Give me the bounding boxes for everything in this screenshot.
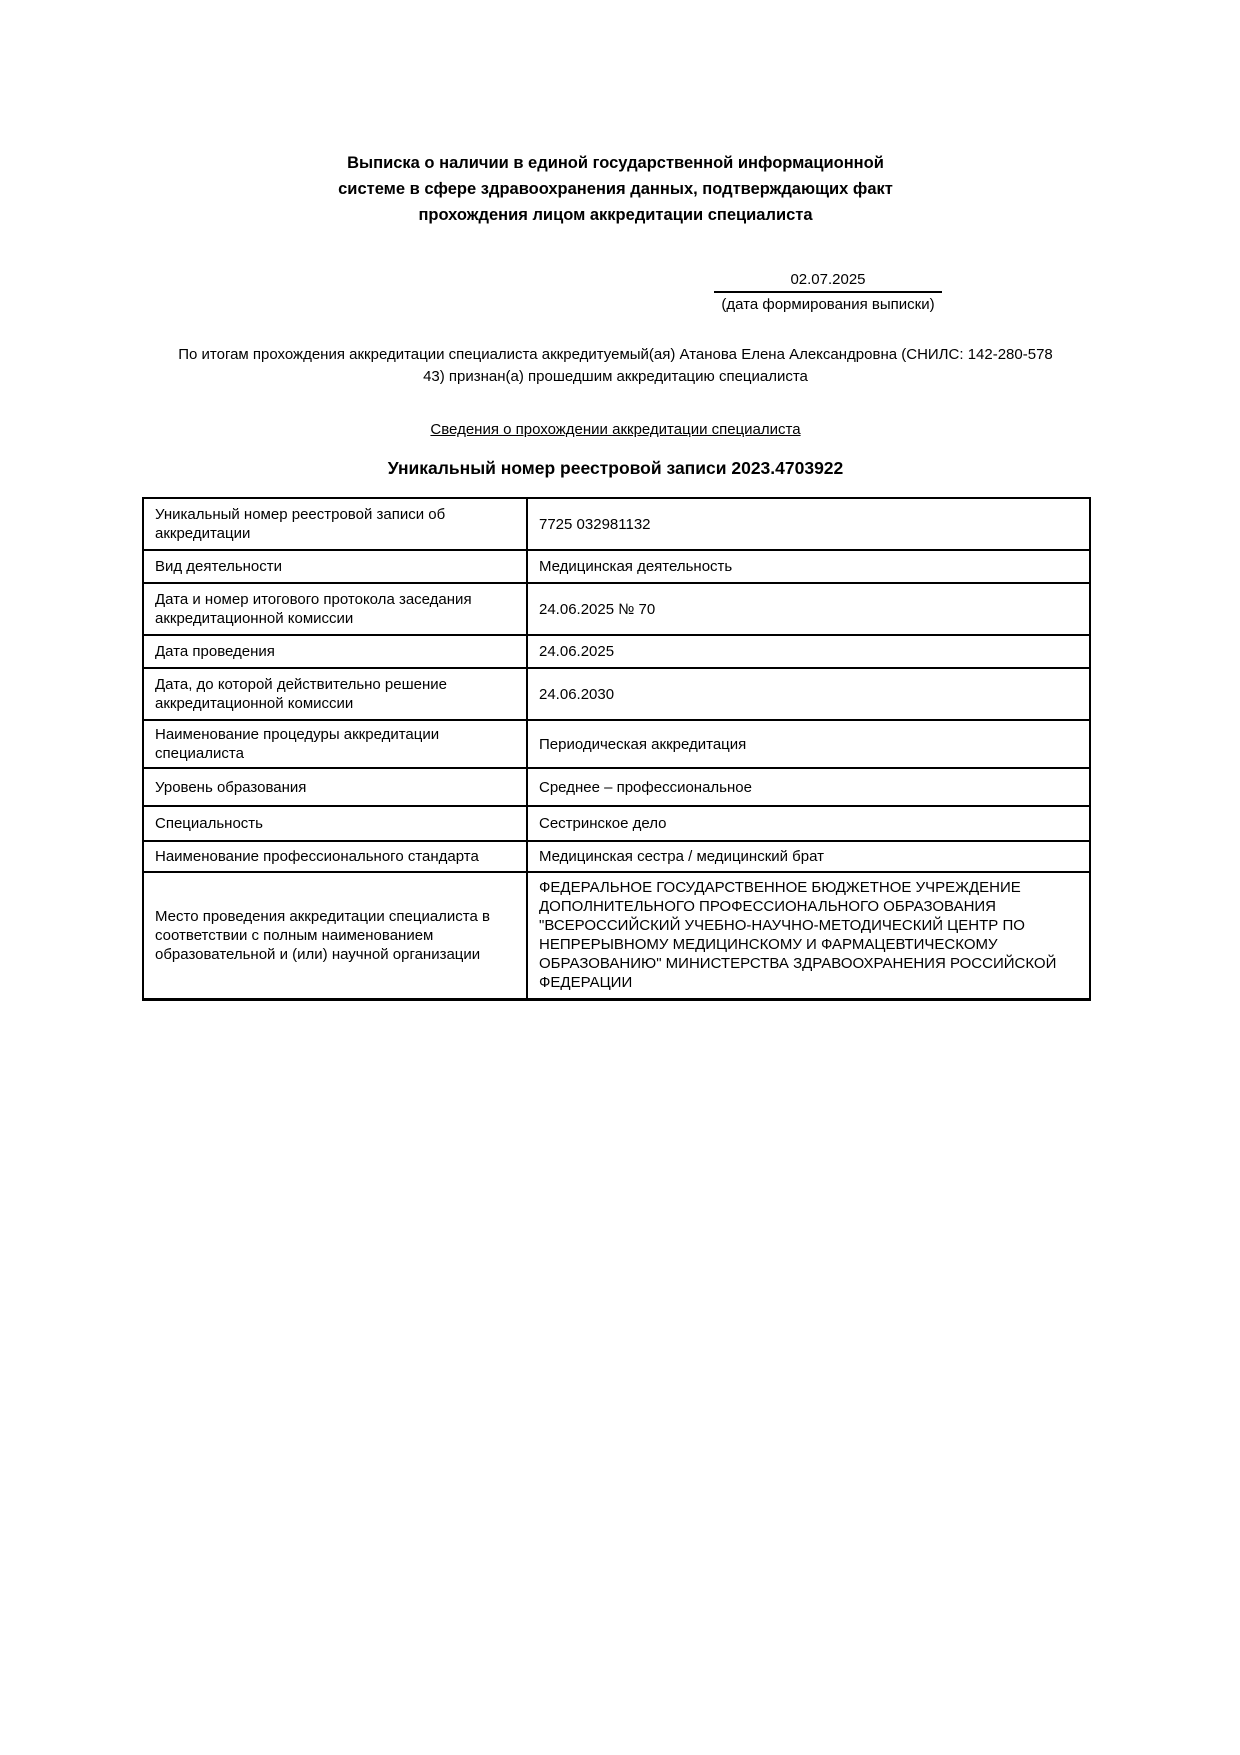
registry-number-heading: Уникальный номер реестровой записи 2023.4703922 [387, 458, 844, 478]
intro-line: 43) признан(а) прошедшим аккредитацию специалиста [423, 368, 808, 385]
row-label: Вид деятельности [143, 550, 527, 583]
row-label: Место проведения аккредитации специалиста в соответствии с полным наименованием образовательной и (или) научной организации [143, 872, 527, 999]
row-label: Наименование процедуры аккредитации специалиста [143, 720, 527, 768]
accreditation-table [142, 497, 1091, 1001]
table-row [143, 583, 1090, 635]
row-value: 24.06.2025 [527, 635, 1090, 668]
row-label: Дата, до которой действительно решение аккредитационной комиссии [143, 668, 527, 720]
table-row [143, 498, 1090, 550]
table-row [143, 872, 1090, 999]
row-label: Уровень образования [143, 768, 527, 806]
intro-paragraph [142, 344, 1089, 388]
row-label: Специальность [143, 806, 527, 841]
row-value: Сестринское дело [527, 806, 1090, 841]
table-row [143, 806, 1090, 841]
row-value: Медицинская деятельность [527, 550, 1090, 583]
row-value: Среднее – профессиональное [527, 768, 1090, 806]
table-row [143, 720, 1090, 768]
row-value: 7725 032981132 [527, 498, 1090, 550]
section-heading: Сведения о прохождении аккредитации специалиста [430, 421, 801, 438]
intro-line: По итогам прохождения аккредитации специалиста аккредитуемый(ая) Атанова Елена Александровна (СНИЛС: 142-280-578 [178, 346, 1053, 363]
table-row [143, 668, 1090, 720]
row-value: 24.06.2030 [527, 668, 1090, 720]
document-title-line: Выписка о наличии в единой государственной информационной [347, 154, 884, 172]
formation-date: 02.07.2025 [714, 271, 942, 293]
row-label: Дата проведения [143, 635, 527, 668]
table-row [143, 635, 1090, 668]
formation-date-caption: (дата формирования выписки) [721, 296, 935, 313]
row-value: 24.06.2025 № 70 [527, 583, 1090, 635]
row-label: Уникальный номер реестровой записи об аккредитации [143, 498, 527, 550]
row-value: Периодическая аккредитация [527, 720, 1090, 768]
document-title-line: системе в сфере здравоохранения данных, подтверждающих факт [338, 180, 893, 198]
row-value: Медицинская сестра / медицинский брат [527, 841, 1090, 872]
accreditation-table-body [143, 498, 1090, 999]
document-title [142, 150, 1089, 228]
table-row [143, 550, 1090, 583]
row-label: Наименование профессионального стандарта [143, 841, 527, 872]
table-row [143, 841, 1090, 872]
row-value: ФЕДЕРАЛЬНОЕ ГОСУДАРСТВЕННОЕ БЮДЖЕТНОЕ УЧРЕЖДЕНИЕ ДОПОЛНИТЕЛЬНОГО ПРОФЕССИОНАЛЬНОГО ОБРАЗОВАНИЯ "ВСЕРОССИЙСКИЙ УЧЕБНО-НАУЧНО-МЕТОДИЧЕСКИЙ ЦЕНТР ПО НЕПРЕРЫВНОМУ МЕДИЦИНСКОМУ И ФАРМАЦЕВТИЧЕСКОМУ ОБРАЗОВАНИЮ" МИНИСТЕРСТВА ЗДРАВООХРАНЕНИЯ РОССИЙСКОЙ ФЕДЕРАЦИИ [527, 872, 1090, 999]
row-label: Дата и номер итогового протокола заседания аккредитационной комиссии [143, 583, 527, 635]
document-title-line: прохождения лицом аккредитации специалиста [418, 206, 813, 224]
formation-date-block [714, 271, 942, 313]
table-row [143, 768, 1090, 806]
